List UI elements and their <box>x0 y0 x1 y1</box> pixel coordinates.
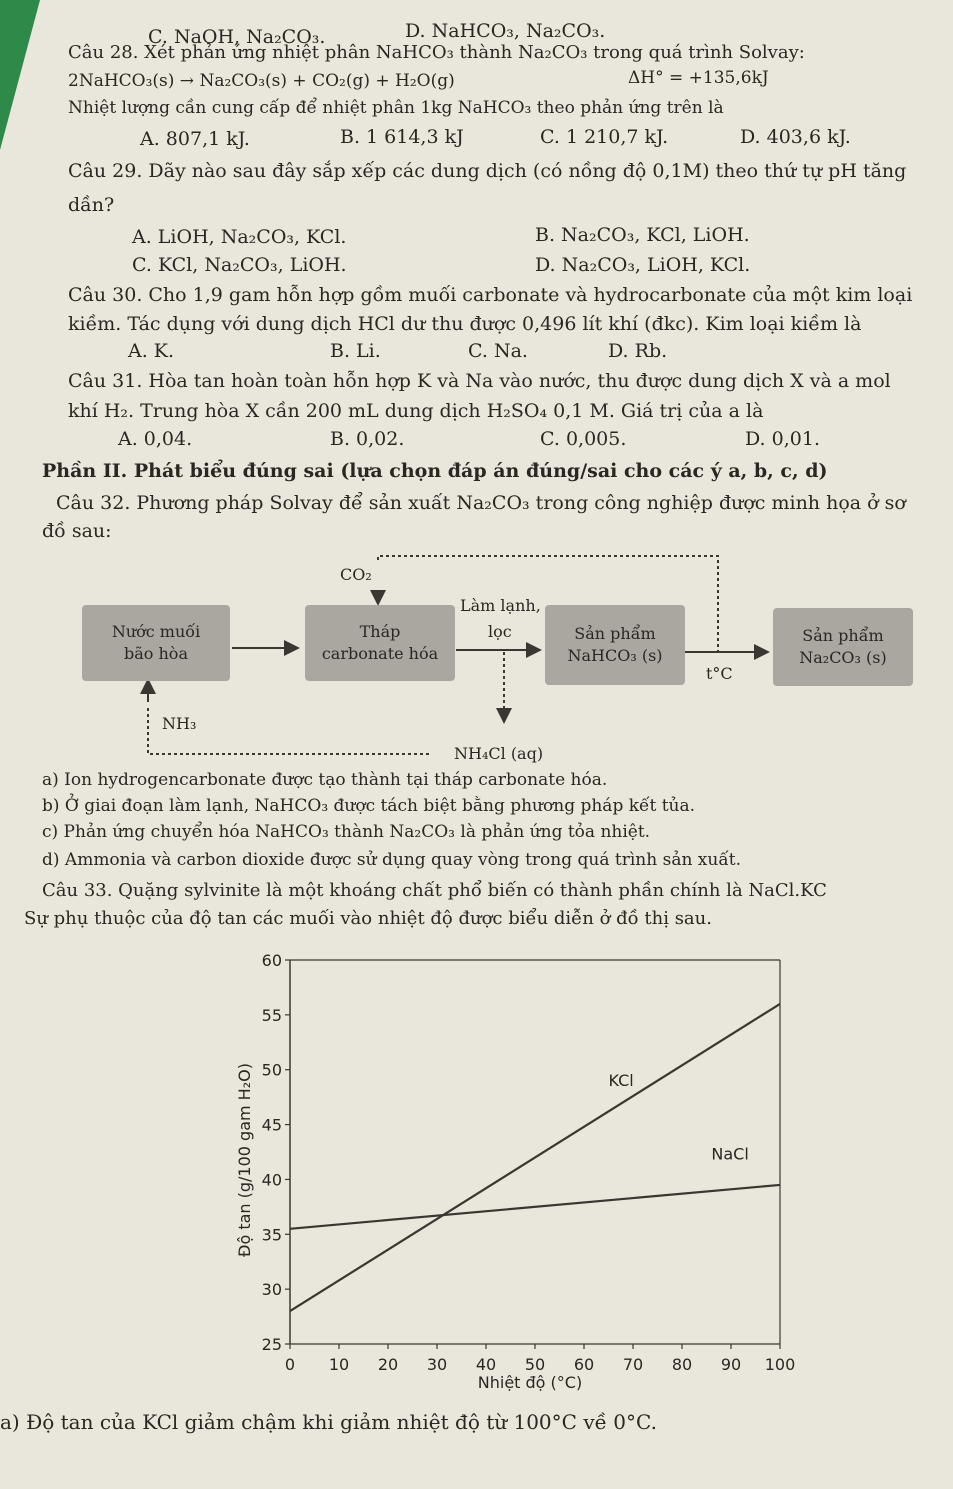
product2-label-2: Na₂CO₃ (s) <box>799 648 887 667</box>
q30-option-a: A. K. <box>128 340 175 362</box>
x-tick-label: 20 <box>377 1355 399 1374</box>
product2-label-1: Sản phẩm <box>802 626 884 645</box>
q30-option-d: D. Rb. <box>608 340 668 362</box>
q32-statement-b: b) Ở giai đoạn làm lạnh, NaHCO₃ được tách biệt bằng phương pháp kết tủa. <box>42 796 696 816</box>
q31-option-d: D. 0,01. <box>745 428 820 450</box>
series-label-nacl: NaCl <box>711 1144 749 1164</box>
q32-stem2: đồ sau: <box>42 520 112 542</box>
q32-stem: Câu 32. Phương pháp Solvay để sản xuất Na₂CO₃ trong công nghiệp được minh họa ở sơ <box>56 492 906 514</box>
q33-stem2: Sự phụ thuộc của độ tan các muối vào nhiệt độ được biểu diễn ở đồ thị sau. <box>24 908 712 929</box>
product-na2co3-box <box>773 608 913 686</box>
carbonation-tower-box <box>305 605 455 681</box>
q30-option-c: C. Na. <box>468 340 528 362</box>
x-axis-label: Nhiệt độ (°C) <box>477 1373 583 1392</box>
q29-option-a: A. LiOH, Na₂CO₃, KCl. <box>132 226 347 248</box>
tower-label-2: carbonate hóa <box>321 644 439 663</box>
q28-equation: 2NaHCO₃(s) → Na₂CO₃(s) + CO₂(g) + H₂O(g) <box>68 71 455 91</box>
cool-label: Làm lạnh, <box>460 596 541 615</box>
q32-statement-c: c) Phản ứng chuyển hóa NaHCO₃ thành Na₂CO₃ là phản ứng tỏa nhiệt. <box>42 822 651 842</box>
part-ii-heading: Phần II. Phát biểu đúng sai (lựa chọn đáp án đúng/sai cho các ý a, b, c, d) <box>42 460 828 482</box>
q31-stem2: khí H₂. Trung hòa X cần 200 mL dung dịch H₂SO₄ 0,1 M. Giá trị của a là <box>68 400 764 422</box>
q27-option-c: C. NaOH, Na₂CO₃. <box>148 26 326 48</box>
brine-box <box>82 605 230 681</box>
nh4cl-label: NH₄Cl (aq) <box>454 744 544 763</box>
y-axis-label: Độ tan (g/100 gam H₂O) <box>235 1063 254 1257</box>
q28-enthalpy: ΔH° = +135,6kJ <box>628 68 769 88</box>
q29-option-b: B. Na₂CO₃, KCl, LiOH. <box>535 224 750 246</box>
y-tick-label: 40 <box>261 1170 282 1190</box>
brine-label-2: bão hòa <box>124 644 188 663</box>
q28-option-d: D. 403,6 kJ. <box>740 126 851 148</box>
product-nahco3-box <box>545 605 685 685</box>
q29-option-d: D. Na₂CO₃, LiOH, KCl. <box>535 254 751 276</box>
x-tick-label: 30 <box>426 1355 448 1374</box>
q31-stem: Câu 31. Hòa tan hoàn toàn hỗn hợp K và Na vào nước, thu được dung dịch X và a mol <box>68 370 891 392</box>
q30-option-b: B. Li. <box>330 340 381 362</box>
product1-label-1: Sản phẩm <box>574 624 656 643</box>
nh3-label: NH₃ <box>162 714 197 733</box>
y-tick-label: 25 <box>261 1335 282 1354</box>
x-tick-label: 100 <box>764 1355 796 1374</box>
y-tick-label: 35 <box>261 1225 282 1245</box>
brine-label-1: Nước muối <box>111 622 201 641</box>
product1-label-2: NaHCO₃ (s) <box>567 646 663 665</box>
q31-option-b: B. 0,02. <box>330 428 405 450</box>
q28-option-b: B. 1 614,3 kJ <box>340 126 464 148</box>
x-tick-label: 50 <box>524 1355 546 1374</box>
q31-option-c: C. 0,005. <box>540 428 627 450</box>
y-tick-label: 45 <box>261 1115 282 1135</box>
q28-stem: Câu 28. Xét phản ứng nhiệt phân NaHCO₃ thành Na₂CO₃ trong quá trình Solvay: <box>68 42 805 63</box>
x-tick-label: 10 <box>328 1355 350 1374</box>
green-corner-decoration <box>0 0 40 150</box>
x-tick-label: 90 <box>720 1355 742 1374</box>
x-tick-label: 40 <box>475 1355 497 1374</box>
x-tick-label: 60 <box>573 1355 595 1374</box>
solubility-chart <box>0 940 953 1400</box>
y-tick-label: 55 <box>261 1005 282 1025</box>
x-tick-label: 0 <box>284 1355 296 1374</box>
tower-label-1: Tháp <box>359 622 401 641</box>
q31-option-a: A. 0,04. <box>118 428 193 450</box>
q28-stem2: Nhiệt lượng cần cung cấp để nhiệt phân 1kg NaHCO₃ theo phản ứng trên là <box>68 98 724 118</box>
q28-option-c: C. 1 210,7 kJ. <box>540 126 669 148</box>
q29-option-c: C. KCl, Na₂CO₃, LiOH. <box>132 254 347 276</box>
y-tick-label: 50 <box>261 1060 282 1080</box>
heat-label: t°C <box>706 664 733 683</box>
x-tick-label: 70 <box>622 1355 644 1374</box>
q27-option-d: D. NaHCO₃, Na₂CO₃. <box>405 20 606 42</box>
q29-stem2: dần? <box>68 194 115 216</box>
q32-statement-a: a) Ion hydrogencarbonate được tạo thành tại tháp carbonate hóa. <box>42 770 608 790</box>
q33-statement-a: a) Độ tan của KCl giảm chậm khi giảm nhiệt độ từ 100°C về 0°C. <box>0 1410 657 1434</box>
x-tick-label: 80 <box>671 1355 693 1374</box>
filter-label: lọc <box>488 622 512 641</box>
series-line-nacl <box>290 1185 780 1229</box>
y-tick-label: 30 <box>261 1280 282 1300</box>
q28-option-a: A. 807,1 kJ. <box>140 128 250 150</box>
q29-stem: Câu 29. Dãy nào sau đây sắp xếp các dung dịch (có nồng độ 0,1M) theo thứ tự pH tăng <box>68 160 907 182</box>
series-line-kcl <box>290 1004 780 1311</box>
series-label-kcl: KCl <box>608 1071 634 1091</box>
q30-stem2: kiềm. Tác dụng với dung dịch HCl dư thu được 0,496 lít khí (đkc). Kim loại kiềm là <box>68 313 862 335</box>
y-tick-label: 60 <box>261 951 282 970</box>
co2-label: CO₂ <box>340 565 372 584</box>
q30-stem: Câu 30. Cho 1,9 gam hỗn hợp gồm muối carbonate và hydrocarbonate của một kim loại <box>68 284 913 306</box>
q33-stem: Câu 33. Quặng sylvinite là một khoáng chất phổ biến có thành phần chính là NaCl.KC <box>42 880 827 901</box>
q32-statement-d: d) Ammonia và carbon dioxide được sử dụng quay vòng trong quá trình sản xuất. <box>42 850 741 870</box>
